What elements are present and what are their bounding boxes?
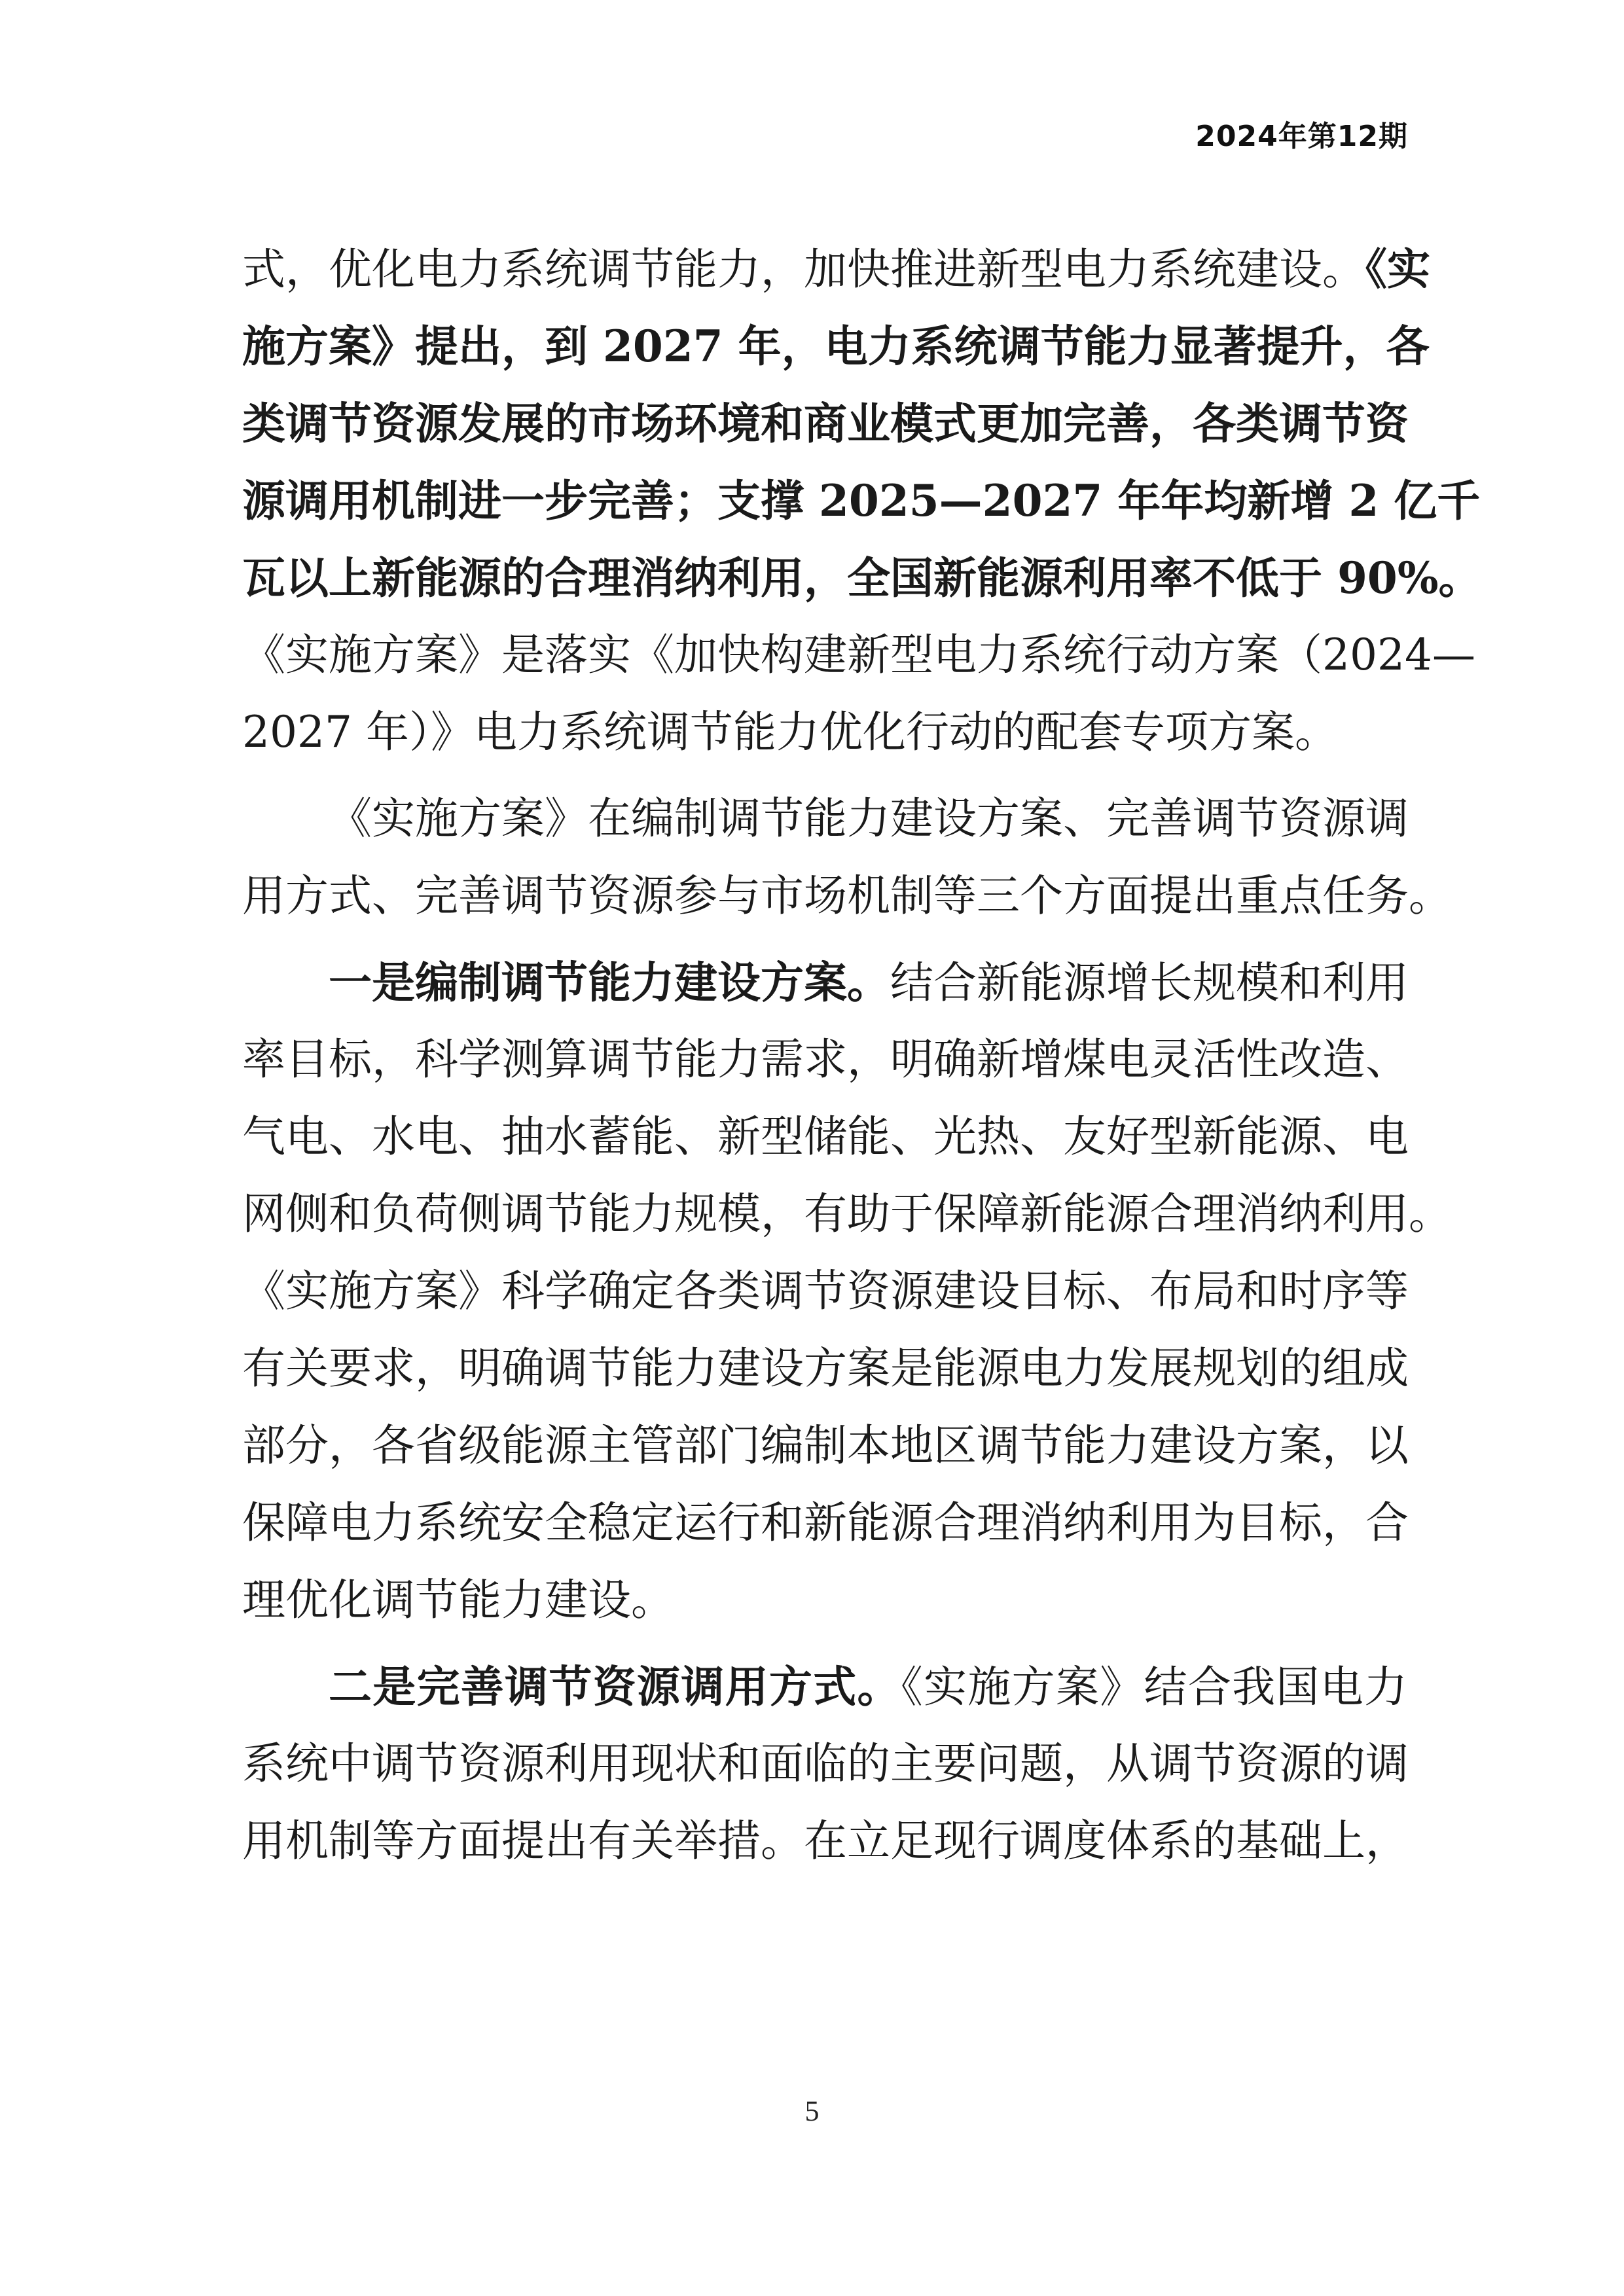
text-line [242,944,1407,1021]
page-number: 5 [804,2095,820,2127]
text-line: 用机制等方面提出有关举措。在立足现行调度体系的基础上， [242,1816,1409,1866]
section-heading: 一是编制调节能力建设方案。 [329,957,890,1008]
text-line: 《实施方案》是落实《加快构建新型电力系统行动方案（2024— [242,630,1475,680]
text-line: 《实施方案》在编制调节能力建设方案、完善调节资源调 [329,793,1409,844]
text-line: 理优化调节能力建设。 [242,1575,674,1625]
text-line: 有关要求，明确调节能力建设方案是能源电力发展规划的组成 [242,1343,1409,1393]
text-run: 式，优化电力系统调节能力，加快推进新型电力系统建设。 [242,244,1365,295]
issue-header: 2024年第12期 [1195,120,1408,153]
bold-text-run: 《实 [1365,243,1430,295]
text-line [242,230,1430,308]
section-heading: 二是完善调节资源调用方式。 [329,1661,901,1712]
text-line: 源调用机制进一步完善；支撑 2025—2027 年年均新增 2 亿千 [242,475,1481,526]
paragraph-gap [242,1639,1407,1648]
article-body [242,230,1482,1880]
text-line: 部分，各省级能源主管部门编制本地区调节能力建设方案，以 [242,1420,1409,1471]
text-line: 气电、水电、抽水蓄能、新型储能、光热、友好型新能源、电 [242,1111,1409,1162]
text-run: 《实施方案》结合我国电力 [901,1662,1408,1712]
text-line: 保障电力系统安全稳定运行和新能源合理消纳利用为目标，合 [242,1498,1409,1548]
paragraph-gap [242,771,1407,780]
text-line: 《实施方案》科学确定各类调节资源建设目标、布局和时序等 [242,1266,1409,1316]
text-line: 类调节资源发展的市场环境和商业模式更加完善，各类调节资 [242,398,1409,449]
text-line: 2027 年）》电力系统调节能力优化行动的配套专项方案。 [242,707,1338,757]
text-line: 施方案》提出，到 2027 年，电力系统调节能力显著提升，各 [242,321,1430,372]
text-line: 瓦以上新能源的合理消纳利用，全国新能源利用率不低于 90%。 [242,552,1482,603]
text-line: 用方式、完善调节资源参与市场机制等三个方面提出重点任务。 [242,870,1452,921]
text-line: 网侧和负荷侧调节能力规模，有助于保障新能源合理消纳利用。 [242,1189,1452,1239]
text-line: 率目标，科学测算调节能力需求，明确新增煤电灵活性改造、 [242,1034,1409,1085]
paragraph-gap [242,935,1407,944]
text-run: 结合新能源增长规模和利用 [890,958,1409,1008]
text-line: 系统中调节资源利用现状和面临的主要问题，从调节资源的调 [242,1738,1409,1789]
text-line [242,1648,1407,1725]
